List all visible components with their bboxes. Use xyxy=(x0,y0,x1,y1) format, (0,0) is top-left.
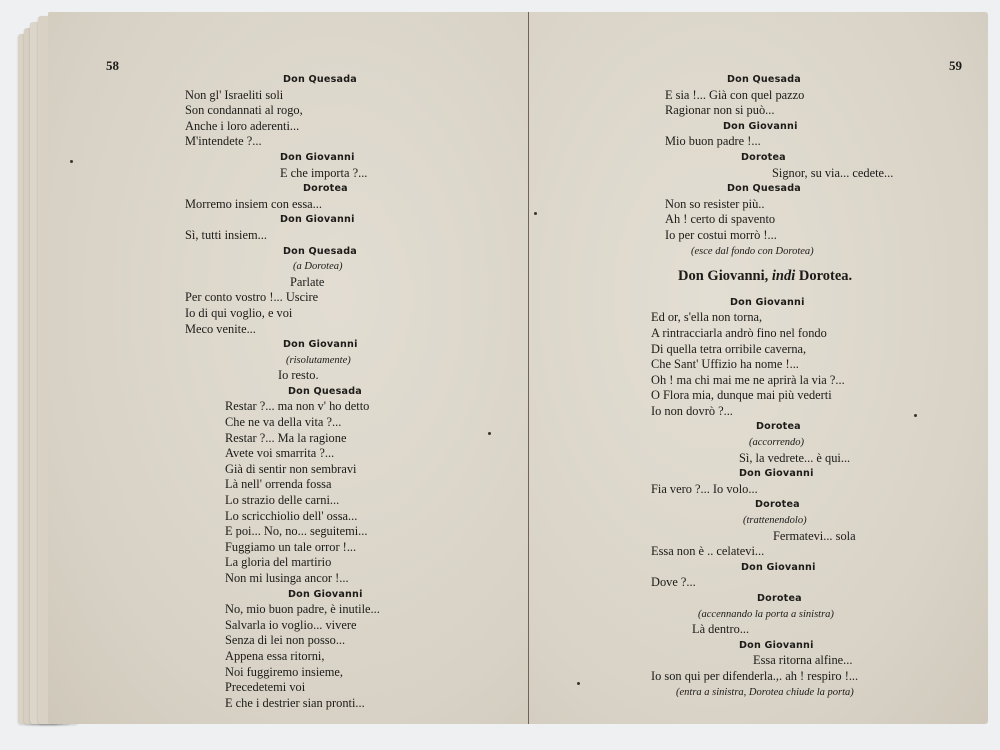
stage-direction: (accennando la porta a sinistra) xyxy=(698,608,834,620)
text-column xyxy=(643,72,963,700)
verse-line: E che i destrier sian pronti... xyxy=(225,695,365,710)
verse-line: Già di sentir non sembravi xyxy=(225,461,357,476)
verse-line: Sì, la vedrete... è qui... xyxy=(739,450,851,465)
verse-line: Io per costui morrò !... xyxy=(665,227,777,242)
speaker-name: Dorotea xyxy=(303,183,348,195)
text-column xyxy=(145,72,475,711)
verse-line: Ragionar non si può... xyxy=(665,103,775,118)
verse-line: Son condannati al rogo, xyxy=(185,103,303,118)
stage-direction: (accorrendo) xyxy=(749,437,805,449)
scene-heading xyxy=(643,269,963,285)
stage-direction: (trattenendolo) xyxy=(743,515,807,527)
speaker-name: Don Giovanni xyxy=(288,588,363,600)
verse-line: Io resto. xyxy=(278,368,319,383)
verse-line: Dove ?... xyxy=(651,575,696,590)
verse-line: Che Sant' Uffizio ha nome !... xyxy=(651,357,799,372)
verse-line: Per conto vostro !... Uscire xyxy=(185,290,319,305)
verse-line: Là dentro... xyxy=(692,622,750,637)
verse-line: Noi fuggiremo insieme, xyxy=(225,664,344,679)
verse-line: Ah ! certo di spavento xyxy=(665,212,776,227)
verse-line: Signor, su via... cedete... xyxy=(772,165,894,180)
heading-part: indi xyxy=(771,268,796,285)
verse-line: Non so resister più.. xyxy=(665,196,765,211)
speaker-name: Don Giovanni xyxy=(739,468,814,480)
heading-part: Dorotea. xyxy=(798,268,853,285)
speaker-name: Don Giovanni xyxy=(741,561,816,573)
verse-line: Fia vero ?... Io volo... xyxy=(651,481,758,496)
verse-line: No, mio buon padre, è inutile... xyxy=(225,602,380,617)
verse-line: O Flora mia, dunque mai più vederti xyxy=(651,388,832,403)
verse-line: Precedetemi voi xyxy=(225,680,306,695)
verse-line: Essa non è .. celatevi... xyxy=(651,544,765,559)
stage-direction: (esce dal fondo con Dorotea) xyxy=(691,245,814,257)
verse-line: Io non dovrò ?... xyxy=(651,403,733,418)
verse-line: E sia !... Già con quel pazzo xyxy=(665,87,805,102)
stage-direction: (a Dorotea) xyxy=(293,261,343,273)
verse-line: Che ne va della vita ?... xyxy=(225,415,342,430)
speaker-name: Don Quesada xyxy=(727,74,801,85)
verse-line: E che importa ?... xyxy=(280,165,368,180)
stage-direction: (risolutamente) xyxy=(286,354,351,366)
heading-part: Don Giovanni, xyxy=(678,268,769,285)
verse-line: Io son qui per difenderla.,. ah ! respiro !... xyxy=(651,668,859,683)
speaker-name: Don Quesada xyxy=(727,183,801,195)
paper-speck xyxy=(577,682,580,685)
verse-line: Meco venite... xyxy=(185,321,256,336)
verse-line: Di quella tetra orribile caverna, xyxy=(651,341,807,356)
open-book xyxy=(18,12,988,724)
paper-speck xyxy=(488,432,491,435)
page-number: 58 xyxy=(106,58,119,73)
verse-line: Avete voi smarrita ?... xyxy=(225,446,335,461)
verse-line: Fermatevi... sola xyxy=(773,528,856,543)
stage-direction: (entra a sinistra, Dorotea chiude la porta) xyxy=(676,686,854,698)
verse-line: Oh ! ma chi mai me ne aprirà la via ?... xyxy=(651,372,845,387)
verse-line: Io di qui voglio, e voi xyxy=(185,305,293,320)
verse-line: Appena essa ritorni, xyxy=(225,648,325,663)
speaker-name: Don Quesada xyxy=(283,74,357,85)
paper-speck xyxy=(914,414,917,417)
paper-speck xyxy=(70,160,73,163)
verse-line: Anche i loro aderenti... xyxy=(185,118,300,133)
verse-line: Non mi lusinga ancor !... xyxy=(225,571,349,585)
speaker-name: Don Giovanni xyxy=(723,120,798,132)
verse-line: Parlate xyxy=(290,274,325,289)
right-page xyxy=(529,12,988,724)
verse-line: A rintracciarla andrò fino nel fondo xyxy=(651,325,827,340)
verse-line: M'intendete ?... xyxy=(185,134,262,149)
verse-line: Restar ?... ma non v' ho detto xyxy=(225,399,370,414)
speaker-name: Dorotea xyxy=(756,421,801,433)
verse-line: Lo strazio delle carni... xyxy=(225,493,340,508)
verse-line: Morremo insiem con essa... xyxy=(185,196,322,211)
speaker-name: Don Giovanni xyxy=(739,639,814,651)
speaker-name: Dorotea xyxy=(755,499,800,511)
verse-line: Là nell' orrenda fossa xyxy=(225,477,332,492)
verse-line: La gloria del martirio xyxy=(225,555,332,570)
page-number: 59 xyxy=(949,58,962,73)
speaker-name: Don Giovanni xyxy=(283,339,358,351)
verse-line: Fuggiamo un tale orror !... xyxy=(225,539,357,554)
speaker-name: Don Giovanni xyxy=(280,214,355,226)
speaker-name: Don Quesada xyxy=(288,385,362,397)
verse-line: E poi... No, no... seguitemi... xyxy=(225,524,368,539)
verse-line: Ed or, s'ella non torna, xyxy=(651,310,763,325)
verse-line: Restar ?... Ma la ragione xyxy=(225,430,347,445)
speaker-name: Dorotea xyxy=(757,593,802,604)
verse-line: Mio buon padre !... xyxy=(665,134,761,149)
left-page xyxy=(48,12,529,724)
speaker-name: Don Giovanni xyxy=(280,151,355,163)
verse-line: Non gl' Israeliti soli xyxy=(185,87,284,102)
verse-line: Lo scricchiolio dell' ossa... xyxy=(225,508,358,523)
paper-speck xyxy=(534,212,537,215)
verse-line: Essa ritorna alfine... xyxy=(753,653,853,668)
speaker-name: Don Giovanni xyxy=(730,296,805,308)
verse-line: Sì, tutti insiem... xyxy=(185,227,267,242)
speaker-name: Don Quesada xyxy=(283,245,357,257)
verse-line: Senza di lei non posso... xyxy=(225,633,346,648)
speaker-name: Dorotea xyxy=(741,151,786,163)
verse-line: Salvarla io voglio... vivere xyxy=(225,617,357,632)
